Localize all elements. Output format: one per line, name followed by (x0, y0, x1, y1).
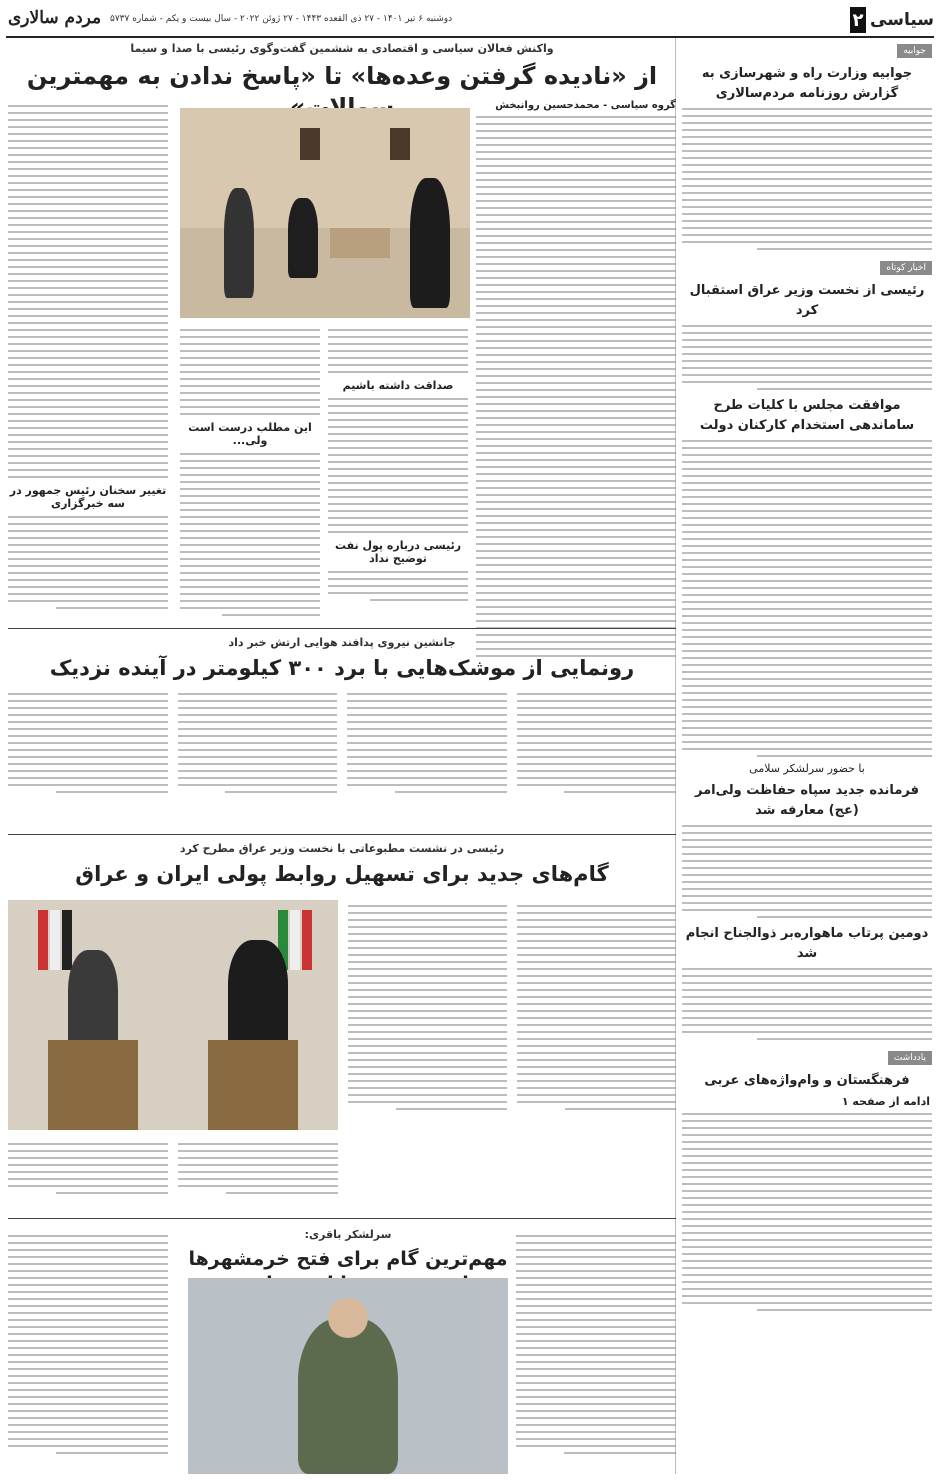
story3-body (348, 900, 676, 1115)
story2-headline: رونمایی از موشک‌هایی با برد ۳۰۰ کیلومتر در آینده نزدیک (49, 656, 635, 680)
iraq-title: رئیسی از نخست وزیر عراق استقبال کرد (689, 283, 925, 318)
story1-sub2: صداقت داشته باشیم (342, 379, 454, 392)
continued-label: ادامه از صفحه ۱ (841, 1094, 930, 1108)
mahvare-title: دومین پرتاب ماهواره‌بر ذوالجناح انجام شد (685, 926, 929, 961)
story1-sub1: این مطلب درست است ولی... (188, 421, 312, 447)
story3-headline: گام‌های جدید برای تسهیل روابط پولی ایران و عراق (75, 862, 609, 886)
section-label (850, 6, 934, 34)
story4-kicker: سرلشکر باقری: (304, 1228, 392, 1241)
reply-title: جوابیه وزارت راه و شهرسازی به گزارش روزنامه مردم‌سالاری (701, 66, 913, 101)
story1-kicker: واکنش فعالان سیاسی و اقتصادی به ششمین گفت‌وگوی رئیسی با صدا و سیما (130, 42, 554, 55)
story4-col-left (8, 1230, 168, 1459)
story1-col-3 (328, 324, 468, 606)
story1-headline: از «نادیده گرفتن وعده‌ها» تا «پاسخ ندادن به مهمترین (26, 62, 658, 90)
story1-byline: گروه سیاسی - محمدحسین روانبخش (495, 100, 676, 111)
story1-col-right (476, 100, 676, 662)
tag-short-news: اخبار کوتاه (880, 261, 932, 275)
reply-body (682, 108, 932, 250)
sidebar (675, 38, 932, 1474)
interview-photo (180, 108, 470, 318)
majlis-title: موافقت مجلس با کلیات طرح ساماندهی استخدام کارکنان دولت (699, 398, 915, 433)
story-2 (8, 632, 676, 688)
bagheri-photo (188, 1278, 508, 1474)
divider-2 (8, 834, 676, 835)
story1-sub4: تغییر سخنان رئیس جمهور در سه خبرگزاری (9, 484, 167, 510)
dateline: دوشنبه ۶ تیر ۱۴۰۱ - ۲۷ ذی القعده ۱۴۴۳ - ۲۷ ژوئن ۲۰۲۲ - سال بیست و یکم - شماره ۵۷۳۷ (110, 14, 453, 24)
divider-1 (8, 628, 676, 629)
tag-note: یادداشت (888, 1051, 932, 1065)
story1-col-left (8, 100, 168, 614)
section-name: سیاسی (870, 10, 934, 30)
tag-reply: جوابیه (897, 44, 932, 58)
story4-headline: مهم‌ترین گام برای فتح خرمشهرها (188, 1248, 508, 1270)
story4-col-right (516, 1230, 676, 1459)
story3-body-lower (8, 1138, 338, 1199)
salami-title: فرمانده جدید سپاه حفاظت ولی‌امر (عج) معارفه شد (695, 783, 919, 818)
masthead-logo: مردم سالاری (8, 8, 102, 28)
press-conference-photo (8, 900, 338, 1130)
farhangestan-title: فرهنگستان و وام‌واژه‌های عربی (704, 1073, 910, 1088)
divider-3 (8, 1218, 676, 1219)
story2-body (8, 688, 676, 798)
story1-col-2 (180, 324, 320, 621)
salami-kicker: با حضور سرلشکر سلامی (749, 762, 865, 775)
main-content (8, 38, 676, 1474)
section-number: ۲ (850, 7, 866, 33)
story2-kicker: جانشین نیروی پدافند هوایی ارتش خبر داد (228, 636, 456, 649)
story1-sub3: رئیسی درباره پول نفت توضیح نداد (334, 539, 462, 565)
story-3 (8, 838, 676, 894)
story3-kicker: رئیسی در نشست مطبوعاتی با نخست وزیر عراق مطرح کرد (179, 842, 505, 855)
